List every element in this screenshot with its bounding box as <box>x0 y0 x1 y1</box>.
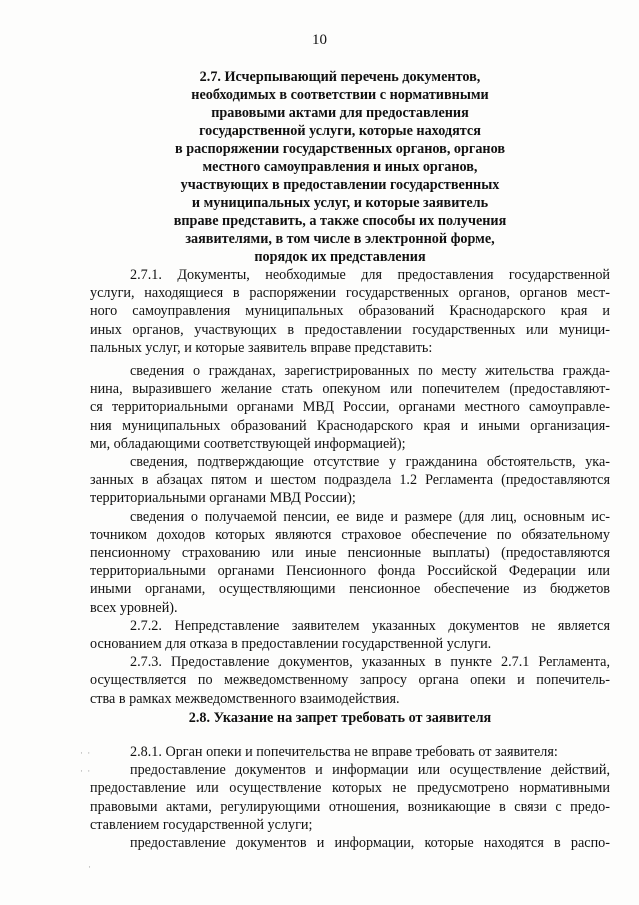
page-number: 10 <box>312 32 327 48</box>
text-line: пальных услуг, и которые заявитель вправе представить: <box>90 339 433 356</box>
heading-line: 2.7. Исчерпывающий перечень документов, <box>199 69 481 85</box>
text-line: 2.8.1. Орган опеки и попечительства не вправе требовать от заявителя: <box>130 744 558 760</box>
paragraph-2-7-1 <box>90 266 610 357</box>
section-heading-2-8 <box>90 709 590 727</box>
text-line: пенсионному страхованию или иные пенсионные выплаты) (предоставляются <box>90 545 610 562</box>
text-line: ся территориальными органами МВД России, органами местного самоуправле- <box>90 399 610 416</box>
heading-line: правовыми актами для предоставления <box>211 105 469 121</box>
paragraph-2-8-1 <box>90 743 610 852</box>
text-line: ставлением государственной услуги; <box>90 816 313 833</box>
text-line: иных органов, участвующих в предоставлении государственных или муници- <box>90 321 610 338</box>
text-line: нина, выразившего желание стать опекуном или попечителем (предоставляют- <box>90 381 610 398</box>
text-line: 2.7.2. Непредставление заявителем указанных документов не является <box>130 617 610 634</box>
heading-line: заявителями, в том числе в электронной форме, <box>185 231 495 247</box>
scan-artifact: · · <box>80 748 92 758</box>
paragraph-2-7-list <box>90 362 610 708</box>
text-line: территориальными органами Пенсионного фонда Российской Федерации или <box>90 563 610 580</box>
text-line: предоставление документов и информации, которые находятся в распо- <box>130 835 610 852</box>
text-line: занных в абзацах пятом и шестом подраздела 1.2 Регламента (предоставляются <box>90 472 610 489</box>
text-line: всех уровней). <box>90 599 178 616</box>
heading-line: и муниципальных услуг, и которые заявитель <box>191 195 489 211</box>
heading-line: участвующих в предоставлении государственных <box>180 177 500 193</box>
text-line: 2.7.3. Предоставление документов, указанных в пункте 2.7.1 Регламента, <box>130 654 610 671</box>
text-line: услуги, находящиеся в распоряжении государственных органов, органов мест- <box>90 285 610 302</box>
text-line: иными органами, осуществляющими пенсионное обеспечение из бюджетов <box>90 581 610 598</box>
section-heading-2-7 <box>90 68 590 266</box>
heading-line: порядок их представления <box>254 249 426 265</box>
text-line: ми, обладающими соответствующей информацией); <box>90 435 406 452</box>
text-line: сведения о гражданах, зарегистрированных по месту жительства гражда- <box>130 363 610 379</box>
text-line: территориальными органами МВД России); <box>90 490 356 507</box>
text-line: осуществляется по межведомственному запросу органа опеки и попечитель- <box>90 672 610 689</box>
text-line: основанием для отказа в предоставлении государственной услуги. <box>90 636 492 653</box>
heading-line: государственной услуги, которые находятся <box>199 123 481 139</box>
scan-artifact: · <box>88 862 92 872</box>
heading-line: необходимых в соответствии с нормативными <box>191 87 489 103</box>
text-line: предоставление документов и информации или осуществление действий, <box>130 762 610 779</box>
text-line: 2.7.1. Документы, необходимые для предоставления государственной <box>130 267 610 283</box>
heading-line: местного самоуправления и иных органов, <box>202 159 478 175</box>
text-line: сведения о получаемой пенсии, ее виде и размере (для лиц, основным ис- <box>130 508 610 525</box>
text-line: правовыми актами, регулирующими отношения, возникающие в связи с предо- <box>90 798 610 815</box>
heading-line: в распоряжении государственных органов, органов <box>174 141 506 157</box>
text-line: сведения, подтверждающие отсутствие у гражданина обстоятельств, ука- <box>130 454 610 471</box>
text-line: предоставление или осуществление которых не предусмотрено нормативными <box>90 780 610 797</box>
text-line: ния муниципальных образований Краснодарского края и иными организация- <box>90 417 610 434</box>
scan-artifact: · · <box>80 766 92 776</box>
text-line: ства в рамках межведомственного взаимодействия. <box>90 690 400 707</box>
heading-line: вправе представить, а также способы их получения <box>173 213 507 229</box>
heading-line: 2.8. Указание на запрет требовать от заявителя <box>188 710 492 726</box>
text-line: ного самоуправления муниципальных образований Краснодарского края и <box>90 303 610 320</box>
text-line: точником доходов которых являются страховое обеспечение по обязательному <box>90 526 610 543</box>
